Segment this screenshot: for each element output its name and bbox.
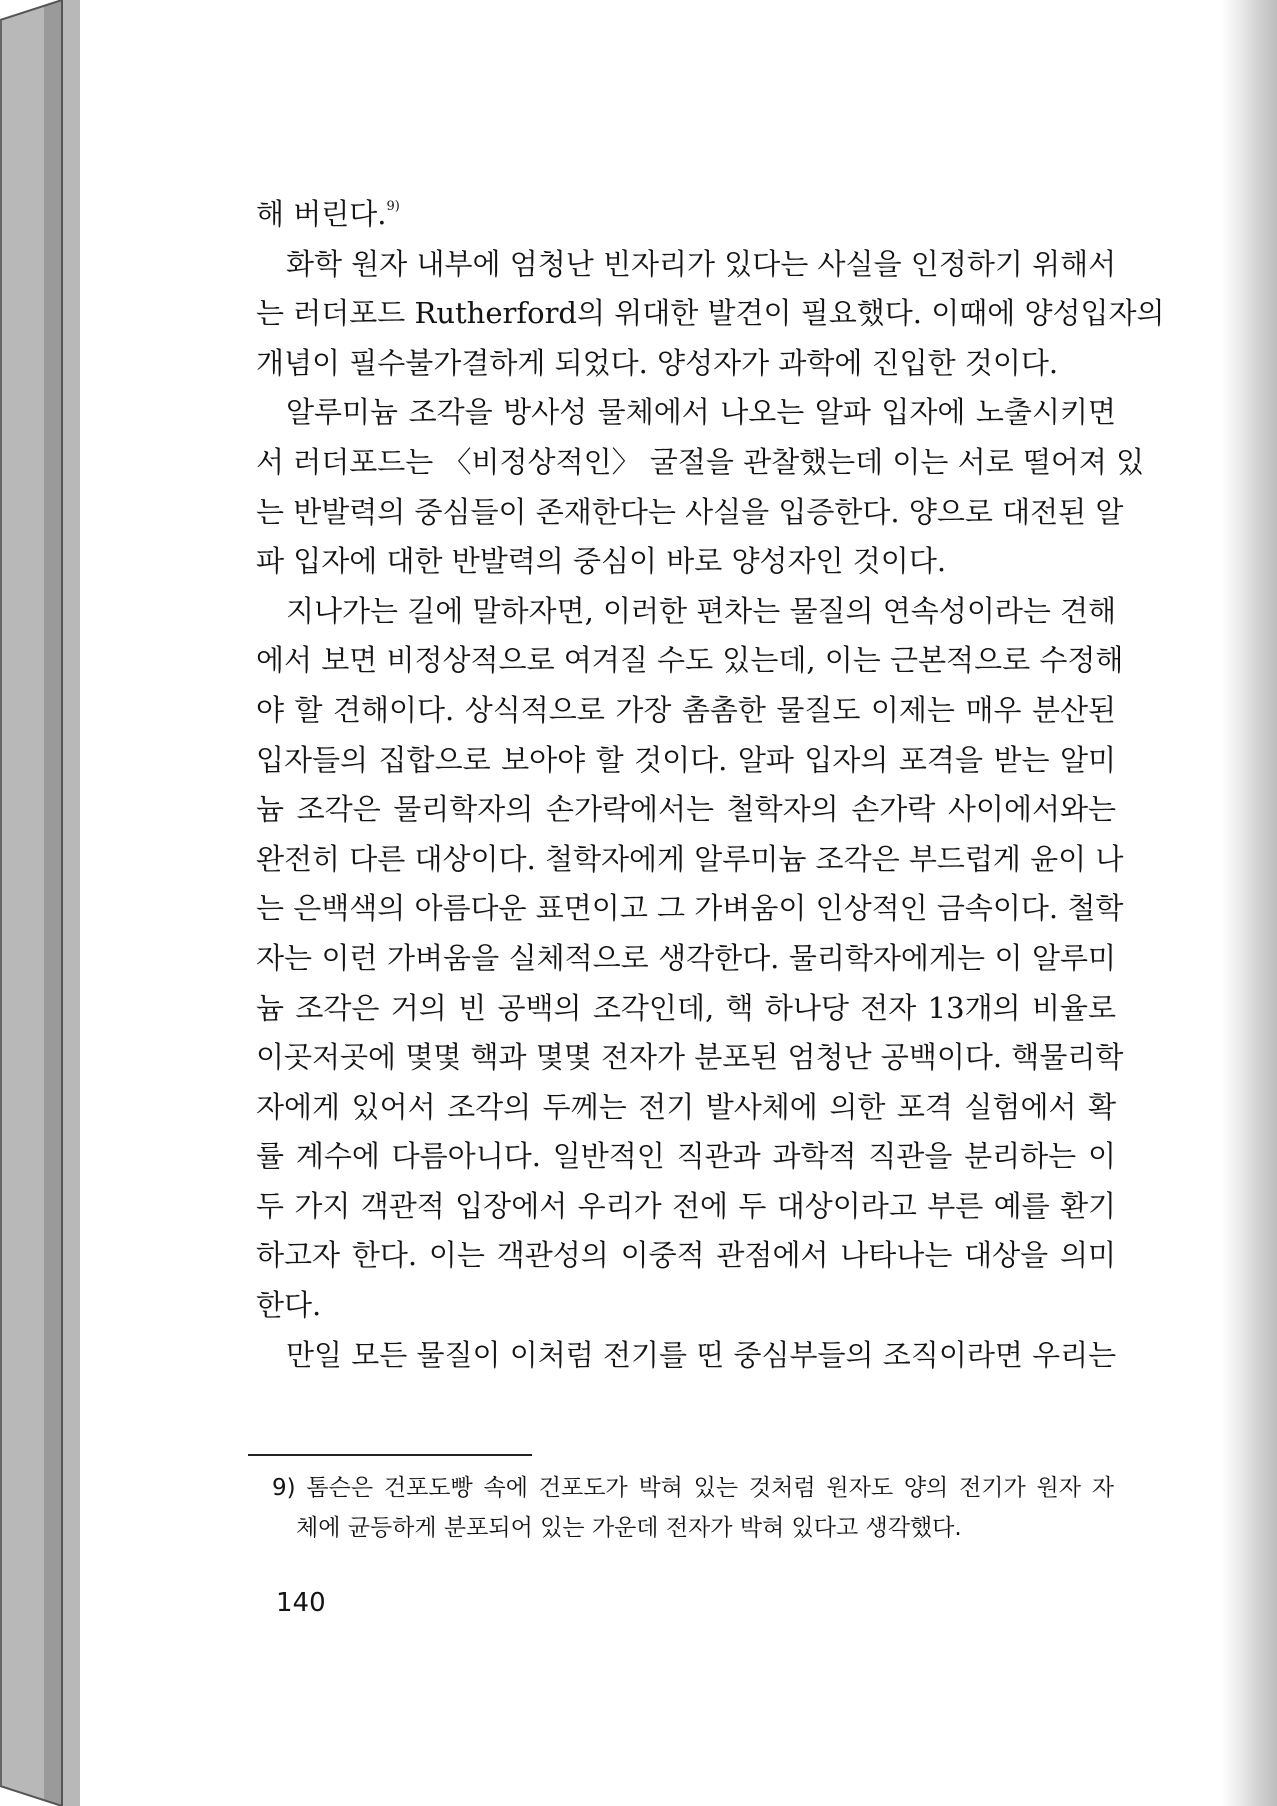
footnote-marker: 9) (386, 199, 400, 214)
text-line: 늄 조각은 거의 빈 공백의 조각인데, 핵 하나당 전자 13개의 비율로 (256, 990, 1116, 1025)
text-line: 입자들의 집합으로 보아야 할 것이다. 알파 입자의 포격을 받는 알미 (256, 742, 1116, 777)
text-line: 개념이 필수불가결하게 되었다. 양성자가 과학에 진입한 것이다. (256, 345, 1059, 380)
text-line: 해 버린다.$^{9)}$ (256, 197, 400, 231)
text-line: 두 가지 객관적 입장에서 우리가 전에 두 대상이라고 부른 예를 환기 (256, 1188, 1116, 1223)
body-text (256, 190, 1165, 1380)
page-number: 140 (276, 1588, 326, 1618)
book-cover-edge (0, 0, 80, 1806)
text-line: 한다. (256, 1288, 322, 1323)
footnote-line: 9) 톰슨은 건포도빵 속에 건포도가 박혀 있는 것처럼 원자도 양의 전기가 원자 자 (272, 1475, 1114, 1501)
text-line: 완전히 다른 대상이다. 철학자에게 알루미늄 조각은 부드럽게 윤이 나 (256, 841, 1124, 876)
text-line: 는 러더포드 Rutherford의 위대한 발견이 필요했다. 이때에 양성입자의 (256, 296, 1165, 331)
text-line: 자는 이런 가벼움을 실체적으로 생각한다. 물리학자에게는 이 알루미 (256, 940, 1116, 975)
text-line: 자에게 있어서 조각의 두께는 전기 발사체에 의한 포격 실험에서 확 (256, 1089, 1116, 1124)
text-line: 늄 조각은 물리학자의 손가락에서는 철학자의 손가락 사이에서와는 (256, 792, 1116, 827)
text-line: 에서 보면 비정상적으로 여겨질 수도 있는데, 이는 근본적으로 수정해 (256, 643, 1124, 678)
text-line: 는 반발력의 중심들이 존재한다는 사실을 입증한다. 양으로 대전된 알 (256, 494, 1124, 529)
text-line: 하고자 한다. 이는 객관성의 이중적 관점에서 나타나는 대상을 의미 (256, 1238, 1116, 1273)
footnote-separator (248, 1454, 532, 1456)
footnote-line: 체에 균등하게 분포되어 있는 가운데 전자가 박혀 있다고 생각했다. (296, 1515, 962, 1541)
text-line: 는 은백색의 아름다운 표면이고 그 가벼움이 인상적인 금속이다. 철학 (256, 891, 1124, 926)
page-edge-shadow (1222, 0, 1277, 1806)
text-line: 만일 모든 물질이 이처럼 전기를 띤 중심부들의 조직이라면 우리는 (286, 1337, 1117, 1372)
text-line: 화학 원자 내부에 엄청난 빈자리가 있다는 사실을 인정하기 위해서 (286, 246, 1117, 281)
text-line: 지나가는 길에 말하자면, 이러한 편차는 물질의 연속성이라는 견해 (286, 593, 1117, 628)
text-line: 률 계수에 다름아니다. 일반적인 직관과 과학적 직관을 분리하는 이 (256, 1139, 1116, 1174)
text-line: 이곳저곳에 몇몇 핵과 몇몇 전자가 분포된 엄청난 공백이다. 핵물리학 (256, 1040, 1124, 1075)
text-line: 서 러더포드는 〈비정상적인〉 굴절을 관찰했는데 이는 서로 떨어져 있 (256, 444, 1145, 479)
text-line: 야 할 견해이다. 상식적으로 가장 촘촘한 물질도 이제는 매우 분산된 (256, 692, 1116, 727)
text-line: 알루미늄 조각을 방사성 물체에서 나오는 알파 입자에 노출시키면 (286, 395, 1116, 430)
footnote (272, 1468, 1114, 1548)
text-line: 파 입자에 대한 반발력의 중심이 바로 양성자인 것이다. (256, 544, 947, 579)
